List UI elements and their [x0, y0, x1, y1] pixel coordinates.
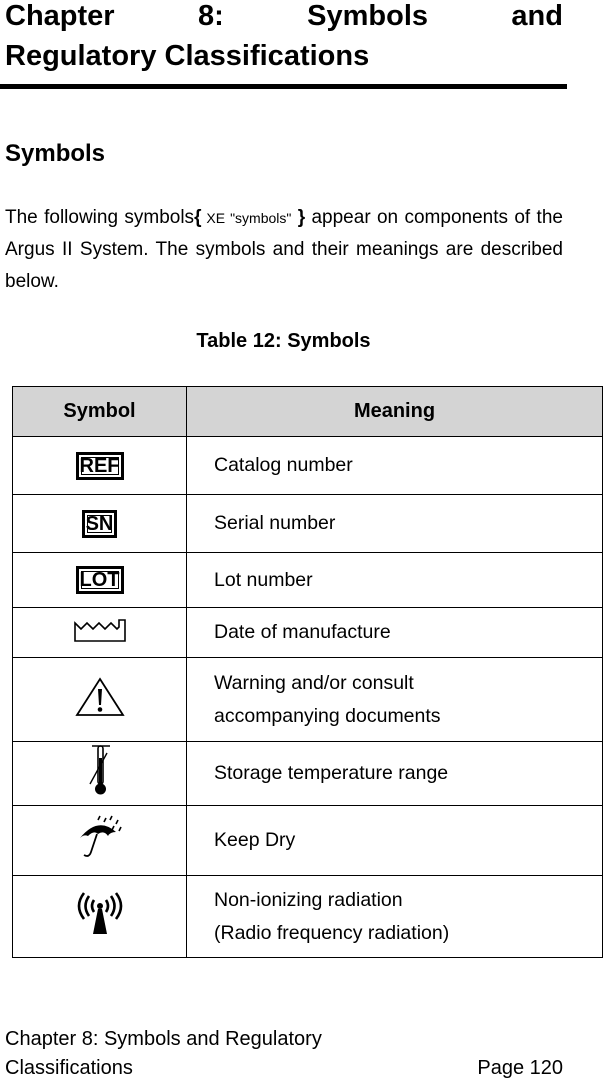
radiation-antenna-icon: [76, 892, 124, 936]
chapter-title: [5, 0, 563, 76]
meaning-cell: Date of manufacture: [187, 608, 603, 658]
table-row: [13, 806, 603, 876]
chapter-title-line2: Regulatory Classifications: [5, 40, 370, 72]
chapter-title-word: Chapter: [5, 0, 115, 32]
table-caption: Table 12: Symbols: [196, 330, 371, 352]
table-row: [13, 876, 603, 958]
table-row: [13, 658, 603, 742]
warning-triangle-icon: [74, 676, 126, 718]
umbrella-rain-icon: [76, 814, 124, 862]
page-footer: [5, 1025, 563, 1083]
meaning-cell: Catalog number: [187, 437, 603, 495]
table-row: [13, 608, 603, 658]
meaning-cell: Warning and/or consult accompanying documents: [187, 658, 603, 742]
lot-box-icon: LOT: [76, 566, 124, 594]
footer-chapter: Chapter 8: Symbols and Regulatory: [5, 1028, 322, 1050]
ref-box-icon: REF: [76, 452, 124, 480]
table-header-row: [13, 387, 603, 437]
table-row: [13, 742, 603, 806]
factory-date-icon: [73, 617, 127, 643]
title-rule: [0, 84, 567, 89]
chapter-title-word: and: [511, 0, 563, 32]
section-heading: Symbols: [5, 140, 106, 167]
table-row: [13, 553, 603, 608]
page-number: Page 120: [477, 1057, 563, 1079]
table-row: [13, 495, 603, 553]
meaning-cell: Serial number: [187, 495, 603, 553]
meaning-cell: Lot number: [187, 553, 603, 608]
table-row: [13, 437, 603, 495]
sn-box-icon: SN: [82, 510, 118, 538]
footer-chapter-cont: Classifications: [5, 1057, 133, 1079]
symbol-header: Symbol: [13, 387, 187, 437]
symbols-table: [12, 386, 603, 958]
chapter-title-word: 8:: [197, 0, 224, 32]
meaning-cell: Storage temperature range: [187, 742, 603, 806]
meaning-cell: Non-ionizing radiation (Radio frequency radiation): [187, 876, 603, 958]
intro-paragraph: The following symbols{ XE "symbols" } appear on components of the Argus II System. The symbols and their meanings are described below.: [5, 207, 563, 292]
chapter-title-word: Symbols: [307, 0, 429, 32]
meaning-cell: Keep Dry: [187, 806, 603, 876]
xe-field-code: XE: [201, 210, 231, 226]
meaning-header: Meaning: [187, 387, 603, 437]
thermometer-icon: [88, 744, 112, 798]
